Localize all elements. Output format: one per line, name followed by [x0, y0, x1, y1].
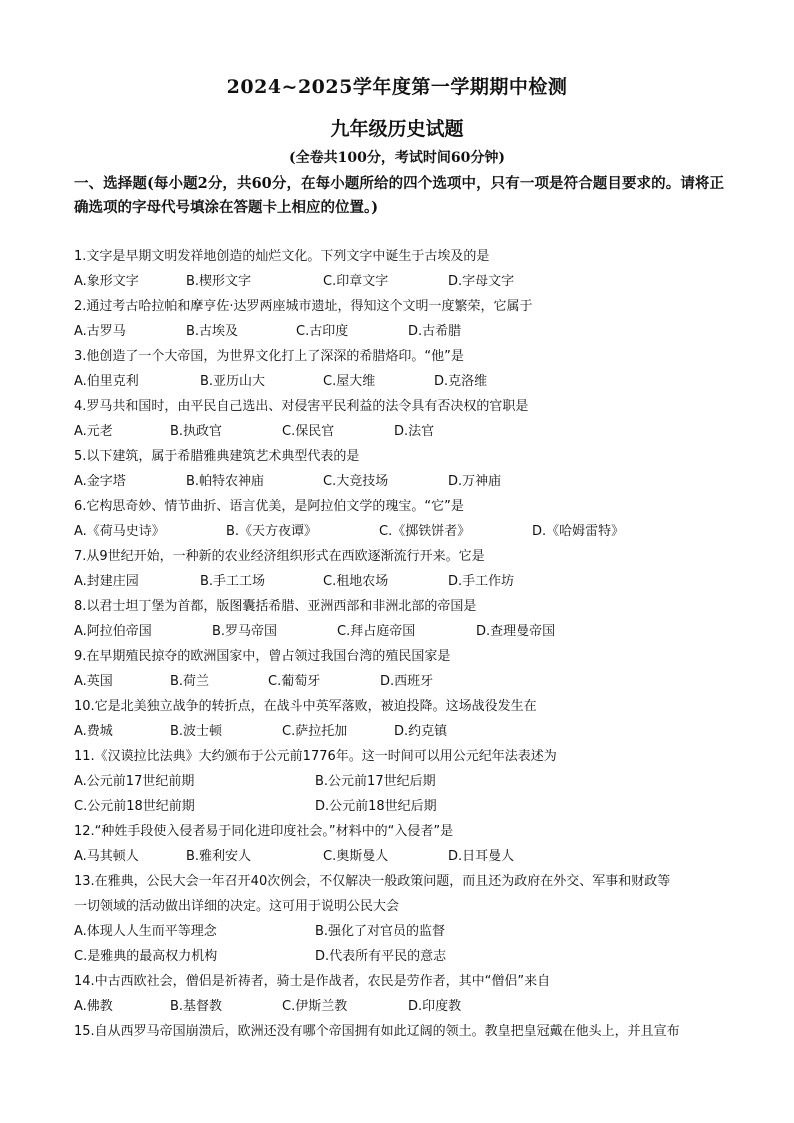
- question-9-stem: 9.在早期殖民掠夺的欧洲国家中，曾占领过我国台湾的殖民国家是: [74, 649, 451, 664]
- option-c: C.公元前18世纪前期: [74, 799, 195, 814]
- question-12-options: [74, 846, 734, 868]
- question-1-stem: 1.文字是早期文明发祥地创造的灿烂文化。下列文字中诞生于古埃及的是: [74, 249, 490, 264]
- question-4-options: [74, 421, 734, 443]
- question-8-options: [74, 621, 734, 643]
- option-c: C.拜占庭帝国: [337, 624, 416, 639]
- option-d: D.查理曼帝国: [476, 624, 556, 639]
- option-a: A.金字塔: [74, 474, 126, 489]
- option-a: A.费城: [74, 724, 113, 739]
- option-d: D.法官: [394, 424, 435, 439]
- option-b: B.罗马帝国: [212, 624, 278, 639]
- question-14-options: [74, 996, 734, 1018]
- option-a: A.古罗马: [74, 324, 126, 339]
- option-b: B.雅利安人: [186, 849, 252, 864]
- option-a: A.英国: [74, 674, 113, 689]
- option-b: B.古埃及: [186, 324, 239, 339]
- option-c: C.萨拉托加: [282, 724, 348, 739]
- exam-title: 2024~2025学年度第一学期期中检测: [226, 76, 568, 98]
- option-b: B.荷兰: [170, 674, 210, 689]
- option-a: A.封建庄园: [74, 574, 139, 589]
- question-11-stem: 11.《汉谟拉比法典》大约颁布于公元前1776年。这一时间可以用公元纪年法表述为: [74, 749, 557, 764]
- question-14-stem: 14.中古西欧社会，僧侣是祈祷者，骑士是作战者，农民是劳作者，其中“僧侣”来自: [74, 974, 551, 989]
- option-a: A.象形文字: [74, 274, 139, 289]
- option-c: C.租地农场: [323, 574, 389, 589]
- question-13-stem-line2: 一切领域的活动做出详细的决定。这可用于说明公民大会: [74, 899, 400, 914]
- question-6-stem: 6.它构思奇妙、情节曲折、语言优美，是阿拉伯文学的瑰宝。“它”是: [74, 499, 464, 514]
- option-b: B.亚历山大: [200, 374, 266, 389]
- option-a: A.《荷马史诗》: [74, 524, 165, 539]
- question-7-options: [74, 571, 734, 593]
- option-d: D.古希腊: [408, 324, 462, 339]
- question-13-options-row2: [74, 946, 734, 968]
- question-9-options: [74, 671, 734, 693]
- option-d: D.字母文字: [448, 274, 515, 289]
- option-a: A.元老: [74, 424, 113, 439]
- option-d: D.印度教: [408, 999, 462, 1014]
- option-d: D.西班牙: [380, 674, 434, 689]
- option-d: D.代表所有平民的意志: [315, 949, 447, 964]
- option-d: D.日耳曼人: [448, 849, 515, 864]
- option-c: C.奥斯曼人: [323, 849, 389, 864]
- question-3-stem: 3.他创造了一个大帝国，为世界文化打上了深深的希腊烙印。“他”是: [74, 349, 464, 364]
- option-c: C.保民官: [282, 424, 335, 439]
- option-d: D.万神庙: [448, 474, 502, 489]
- option-a: A.体现人人生而平等理念: [74, 924, 217, 939]
- question-11-options-row1: [74, 771, 734, 793]
- option-d: D.《哈姆雷特》: [532, 524, 625, 539]
- option-d: D.克洛维: [434, 374, 488, 389]
- question-10-stem: 10.它是北美独立战争的转折点，在战斗中英军落败，被迫投降。这场战役发生在: [74, 699, 537, 714]
- option-c: C.是雅典的最高权力机构: [74, 949, 218, 964]
- question-2-stem: 2.通过考古哈拉帕和摩亨佐·达罗两座城市遗址，得知这个文明一度繁荣，它属于: [74, 299, 533, 314]
- option-c: C.伊斯兰教: [282, 999, 348, 1014]
- option-c: C.印章文字: [323, 274, 389, 289]
- question-1-options: [74, 271, 734, 293]
- option-b: B.基督教: [170, 999, 223, 1014]
- question-13-options-row1: [74, 921, 734, 943]
- option-c: C.古印度: [296, 324, 349, 339]
- option-c: C.大竞技场: [323, 474, 389, 489]
- question-4-stem: 4.罗马共和国时，由平民自己选出、对侵害平民利益的法令具有否决权的官职是: [74, 399, 529, 414]
- option-b: B.《天方夜谭》: [226, 524, 318, 539]
- option-b: B.楔形文字: [186, 274, 252, 289]
- exam-subtitle: 九年级历史试题: [330, 118, 464, 140]
- option-a: A.阿拉伯帝国: [74, 624, 152, 639]
- question-2-options: [74, 321, 734, 343]
- option-a: A.伯里克利: [74, 374, 139, 389]
- option-c: C.葡萄牙: [268, 674, 321, 689]
- question-13-stem-line1: 13.在雅典，公民大会一年召开40次例会，不仅解决一般政策问题，而且还为政府在外交、军事和财政等: [74, 874, 671, 889]
- option-d: D.手工作坊: [448, 574, 515, 589]
- question-11-options-row2: [74, 796, 734, 818]
- question-3-options: [74, 371, 734, 393]
- option-b: B.公元前17世纪后期: [315, 774, 436, 789]
- option-a: A.佛教: [74, 999, 113, 1014]
- option-c: C.《掷铁饼者》: [379, 524, 471, 539]
- exam-note: (全卷共100分，考试时间60分钟): [289, 150, 505, 166]
- option-b: B.执政官: [170, 424, 223, 439]
- question-15-stem: 15.自从西罗马帝国崩溃后，欧洲还没有哪个帝国拥有如此辽阔的领土。教皇把皇冠戴在他头上，并且宣布: [74, 1024, 680, 1039]
- question-8-stem: 8.以君士坦丁堡为首都，版图囊括希腊、亚洲西部和非洲北部的帝国是: [74, 599, 477, 614]
- option-b: B.波士顿: [170, 724, 223, 739]
- question-5-stem: 5.以下建筑，属于希腊雅典建筑艺术典型代表的是: [74, 449, 360, 464]
- option-d: D.约克镇: [394, 724, 448, 739]
- question-10-options: [74, 721, 734, 743]
- option-b: B.强化了对官员的监督: [315, 924, 446, 939]
- option-b: B.手工工场: [200, 574, 266, 589]
- question-12-stem: 12.“种姓手段使入侵者易于同化进印度社会。”材料中的“入侵者”是: [74, 824, 454, 839]
- question-5-options: [74, 471, 734, 493]
- option-b: B.帕特农神庙: [186, 474, 265, 489]
- option-a: A.马其顿人: [74, 849, 139, 864]
- option-a: A.公元前17世纪前期: [74, 774, 195, 789]
- option-c: C.屋大维: [323, 374, 376, 389]
- section-instructions: 一、选择题(每小题2分，共60分，在每小题所给的四个选项中，只有一项是符合题目要求的。请将正确选项的字母代号填涂在答题卡上相应的位置。): [74, 175, 724, 216]
- question-6-options: [74, 521, 734, 543]
- question-7-stem: 7.从9世纪开始，一种新的农业经济组织形式在西欧逐渐流行开来。它是: [74, 549, 485, 564]
- option-d: D.公元前18世纪后期: [315, 799, 437, 814]
